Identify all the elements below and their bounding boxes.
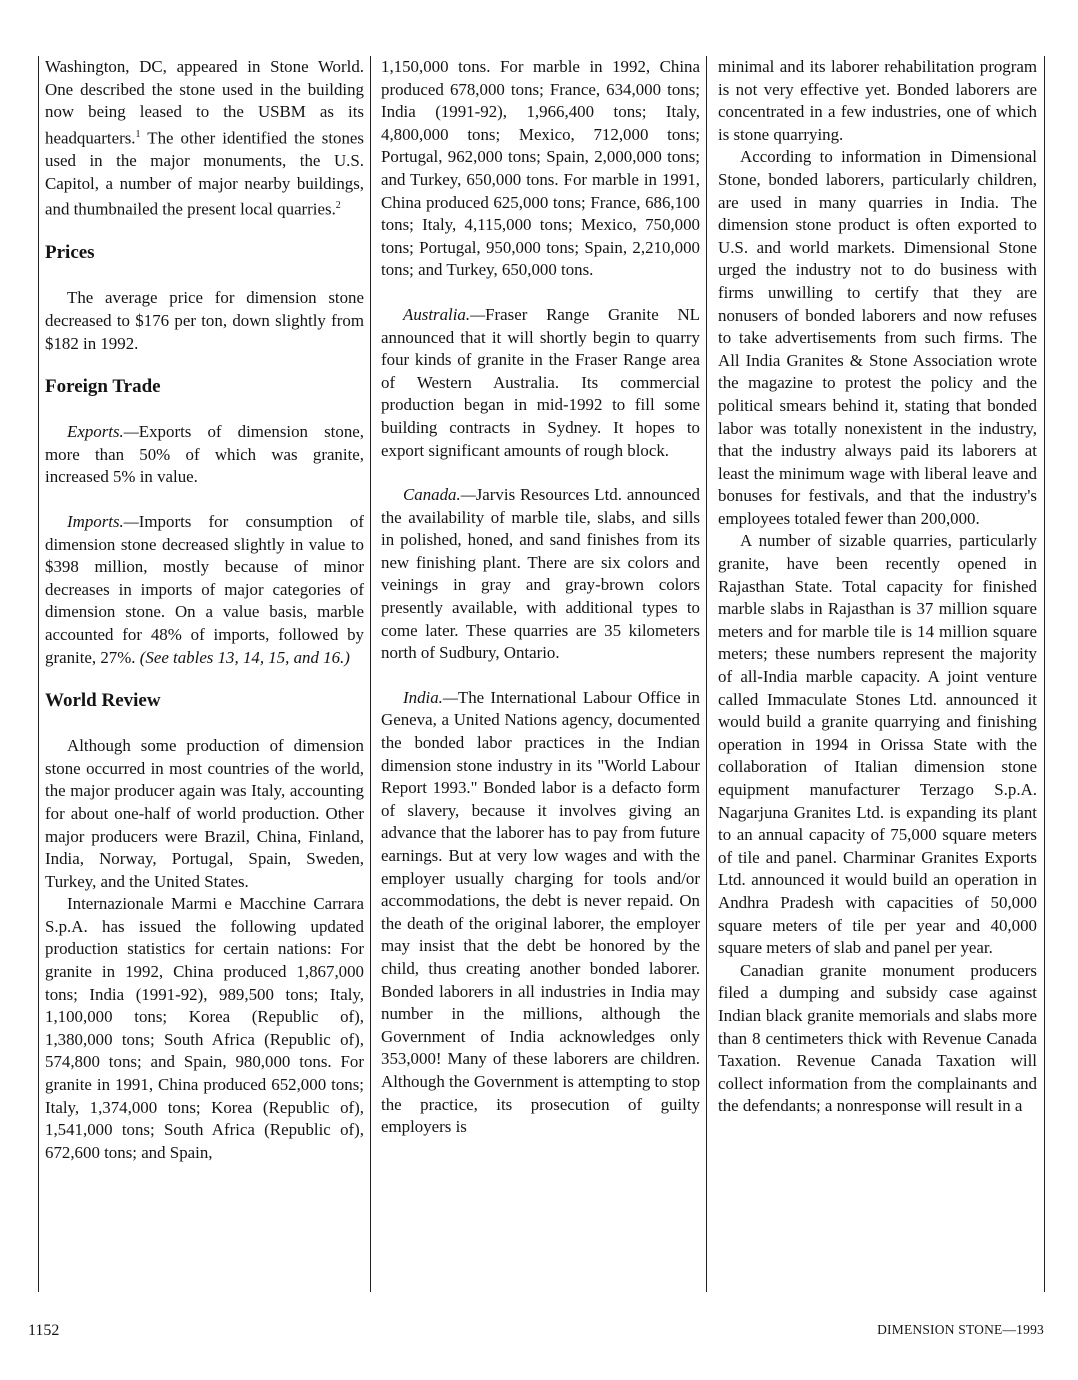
heading-foreign-trade: Foreign Trade [45, 376, 161, 398]
column-2 [381, 56, 700, 1139]
paragraph-world-2: Internazionale Marmi e Macchine Carrara S.p.A. has issued the following updated production statistics for certain nations: For granite in 1992, China produced 1,867,000 tons; India (1991-92), 989,500 tons; Italy, 1,100,000 tons; Korea (Republic of), 1,380,000 tons; South Africa (Republic of), 574,800 tons; and Spain, 980,000 tons. For granite in 1991, China produced 652,000 tons; Italy, 1,374,000 tons; Korea (Republic of), 1,541,000 tons; South Africa (Republic of), 672,600 tons; and Spain, [45, 894, 364, 1162]
paragraph-prices: The average price for dimension stone decreased to $176 per ton, down slightly from $182 in 1992. [45, 288, 364, 353]
paragraph-australia: Australia.—Fraser Range Granite NL announced that it will shortly begin to quarry four kinds of granite in the Fraser Range area of Western Australia. Its commercial production began in mid-1992 to fill some building contracts in Sydney. It hopes to export significant amounts of rough block. [381, 304, 700, 460]
india-run-in: India.— [403, 687, 458, 707]
canada-run-in: Canada.— [403, 485, 476, 505]
imports-run-in: Imports.— [67, 511, 139, 531]
paragraph-imports: Imports.—Imports for consumption of dimension stone decreased slightly in value to $398 million, mostly because of minor decreases in imports of major categories of dimension stone. On a value basis, marble accounted for 48% of imports, followed by granite, 27%. (See tables 13, 14, 15, and 16.) [45, 511, 364, 667]
paragraph-bonded-cont: minimal and its laborer rehabilitation program is not very effective yet. Bonded laborers are concentrated in a few industries, one of which is stone quarrying. [718, 57, 1037, 144]
column-rule-middle [370, 56, 371, 1292]
column-rule-right [706, 56, 707, 1292]
footnote-ref-2: 2 [335, 200, 341, 212]
paragraph-intro: Washington, DC, appeared in Stone World. One described the stone used in the building now being leased to the USBM as its headquarters.$^1$ The other identified the stones used in the major monuments, the U.S. Capitol, a number of major nearby buildings, and thumbnailed the present local quarries.$^2$ [45, 57, 364, 219]
paragraph-exports: Exports.—Exports of dimension stone, more than 50% of which was granite, increased 5% in value. [45, 422, 364, 487]
column-rule-left [38, 56, 39, 1292]
page-number: 1152 [28, 1322, 60, 1339]
paragraph-india: India.—The International Labour Office in Geneva, a United Nations agency, documented the bonded labor practices in the Indian dimension stone industry in its "World Labour Report 1993." Bonded labor is a defacto form of slavery, because it involves giving an advance that the laborer has to pay from future earnings. But at very low wages and with the employer usually charging for tools and/or accommodations, the debt is never repaid. On the death of the original laborer, the employer may insist that the debt be honored by the child, thus creating another bonded laborer. Bonded laborers in all industries in India may number in the millions, although the Government of India acknowledges only 353,000! Many of these laborers are children. Although the Government is attempting to stop the practice, its prosecution of guilty employers is [381, 687, 700, 1137]
paragraph-dimensional-stone: According to information in Dimensional Stone, bonded laborers, particularly children, are used in many quarries in India. The dimension stone product is often exported to U.S. and world markets. Dimensional Stone urged the industry not to do business with firms unwilling to certify that they are nonusers of bonded laborers and now refuses to take advertisements from such firms. The All India Granites & Stone Association wrote the magazine to protest the policy and the political smears behind it, stating that bonded labor was totally nonexistent in the industry, that the industry always paid its laborers at least the minimum wage with liberal leave and bonuses for festivals, and that the industry's employees totaled fewer than 200,000. [718, 147, 1037, 528]
table-reference: (See tables 13, 14, 15, and 16.) [139, 647, 350, 667]
paragraph-world-1: Although some production of dimension stone occurred in most countries of the world, the major producer again was Italy, accounting for about one-half of world production. Other major producers were Brazil, China, Finland, India, Norway, Portugal, Spain, Sweden, Turkey, and the United States. [45, 736, 364, 891]
running-footer: DIMENSION STONE—1993 [877, 1322, 1044, 1337]
column-1 [45, 56, 364, 1164]
paragraph-canadian-case: Canadian granite monument producers filed a dumping and subsidy case against Indian black granite memorials and slabs more than 8 centimeters thick with Revenue Canada Taxation. Revenue Canada Taxation will collect information from the complainants and the defendants; a nonresponse will result in a [718, 960, 1037, 1116]
heading-prices: Prices [45, 242, 95, 264]
australia-run-in: Australia.— [403, 304, 486, 324]
footnote-ref-1: 1 [135, 128, 141, 140]
paragraph-marble-stats: 1,150,000 tons. For marble in 1992, China produced 678,000 tons; France, 634,000 tons; India (1991-92), 1,966,400 tons; Italy, 4,800,000 tons; Mexico, 712,000 tons; Portugal, 962,000 tons; Spain, 2,000,000 tons; and Turkey, 650,000 tons. For marble in 1991, China produced 625,000 tons; France, 686,100 tons; Italy, 4,115,000 tons; Mexico, 750,000 tons; Portugal, 950,000 tons; Spain, 2,210,000 tons; and Turkey, 650,000 tons. [381, 57, 700, 280]
heading-world-review: World Review [45, 690, 161, 712]
column-rule-far-right [1044, 56, 1045, 1292]
column-3 [718, 56, 1037, 1118]
paragraph-canada: Canada.—Jarvis Resources Ltd. announced the availability of marble tile, slabs, and sills in polished, honed, and sand finishes from its new finishing plant. There are six colors and veinings in gray and gray-brown colors presently available, with additional types to come later. These quarries are 35 kilometers north of Sudbury, Ontario. [381, 485, 700, 663]
exports-run-in: Exports.— [67, 422, 139, 442]
paragraph-rajasthan: A number of sizable quarries, particularly granite, have been recently opened in Rajasthan State. Total capacity for finished marble slabs in Rajasthan is 37 million square meters and for marble tile is 14 million square meters; these numbers represent the majority of all-India marble capacity. A joint venture called Immaculate Stones Ltd. announced it would build a granite quarrying and finishing operation in 1994 in Orissa State with the collaboration of Italian dimension stone equipment manufacturer Terzago S.p.A. Nagarjuna Granites Ltd. is expanding its plant to an annual capacity of 75,000 square meters of tile and panel. Charminar Granites Exports Ltd. announced it would build an operation in Andhra Pradesh with capacities of 50,000 square meters of tile per year and 40,000 square meters of slab and panel per year. [718, 531, 1037, 958]
